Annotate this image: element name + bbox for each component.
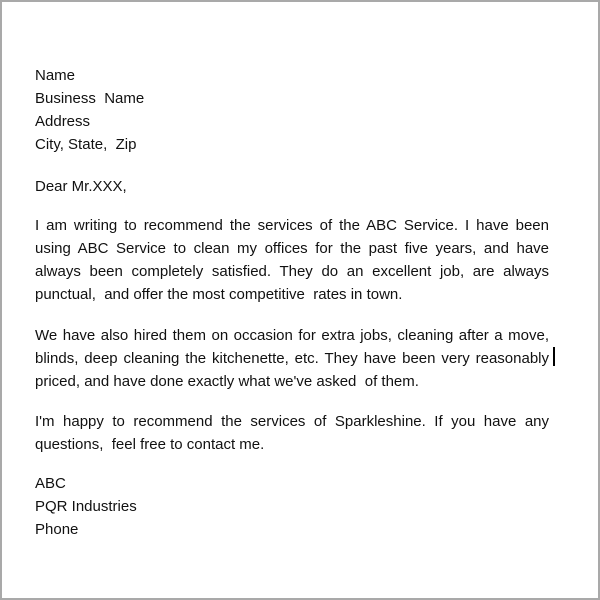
- sender-address-block: [35, 64, 549, 156]
- paragraph-line: I am writing to recommend the services of the ABC Service. I have been: [35, 217, 549, 234]
- sender-name: Name: [35, 67, 76, 84]
- text-cursor: [553, 347, 555, 366]
- signature-phone: Phone: [35, 521, 79, 538]
- signature-company: PQR Industries: [35, 498, 137, 515]
- sender-business-name: Business Name: [35, 90, 145, 107]
- paragraph-line: I'm happy to recommend the services of Sparkleshine. If you have any: [35, 413, 549, 430]
- body-paragraph-3: [35, 410, 549, 456]
- signature-block: [35, 472, 549, 541]
- body-paragraph-1: [35, 214, 549, 306]
- paragraph-line: blinds, deep cleaning the kitchenette, etc. They have been very reasonably: [35, 350, 549, 367]
- salutation-block: [35, 175, 549, 198]
- sender-city-state-zip: City, State, Zip: [35, 136, 137, 153]
- paragraph-line: always been completely satisfied. They do an excellent job, are always: [35, 263, 549, 280]
- paragraph-line: We have also hired them on occasion for extra jobs, cleaning after a move,: [35, 327, 549, 344]
- body-paragraph-2: [35, 324, 549, 393]
- paragraph-line: using ABC Service to clean my offices for the past five years, and have: [35, 240, 549, 257]
- salutation: Dear Mr.XXX,: [35, 178, 127, 195]
- sender-address: Address: [35, 113, 91, 130]
- paragraph-line: questions, feel free to contact me.: [35, 436, 265, 453]
- signature-name: ABC: [35, 475, 66, 492]
- paragraph-line: priced, and have done exactly what we've asked of them.: [35, 373, 419, 390]
- paragraph-line: punctual, and offer the most competitive rates in town.: [35, 286, 403, 303]
